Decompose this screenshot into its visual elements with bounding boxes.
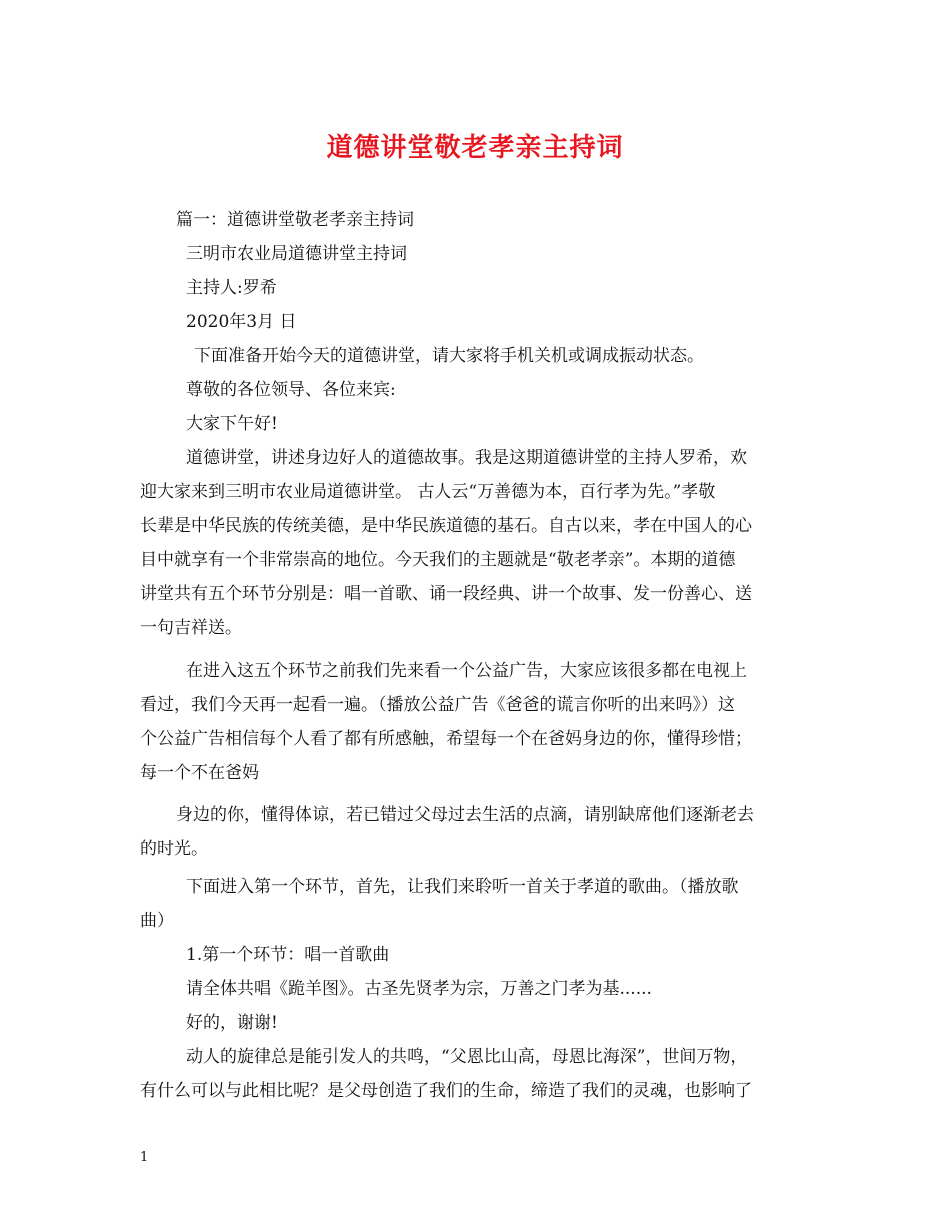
- body-line: 1.第一个环节：唱一首歌曲: [186, 945, 390, 965]
- body-line: 每一个不在爸妈: [140, 763, 259, 783]
- body-line: 2020年3月 日: [186, 312, 297, 332]
- page-number: 1: [140, 1150, 149, 1165]
- body-line: 下面准备开始今天的道德讲堂，请大家将手机关机或调成振动状态。: [194, 346, 704, 366]
- body-line: 三明市农业局道德讲堂主持词: [186, 244, 407, 264]
- body-line: 身边的你，懂得体谅，若已错过父母过去生活的点滴，请别缺席他们逐渐老去: [176, 805, 754, 825]
- body-line: 道德讲堂，讲述身边好人的道德故事。我是这期道德讲堂的主持人罗希，欢: [186, 448, 747, 468]
- body-line: 请全体共唱《跪羊图》。古圣先贤孝为宗，万善之门孝为基......: [186, 979, 652, 999]
- body-line: 曲）: [140, 911, 174, 931]
- body-line: 在进入这五个环节之前我们先来看一个公益广告，大家应该很多都在电视上: [186, 661, 747, 681]
- body-line: 一句吉祥送。: [140, 618, 242, 638]
- document-title: 道德讲堂敬老孝亲主持词: [326, 133, 624, 163]
- body-line: 个公益广告相信每个人看了都有所感触，希望每一个在爸妈身边的你，懂得珍惜；: [140, 729, 752, 749]
- body-line: 迎大家来到三明市农业局道德讲堂。 古人云“万善德为本，百行孝为先。”孝敬: [140, 482, 716, 502]
- body-line: 看过，我们今天再一起看一遍。（播放公益广告《爸爸的谎言你听的出来吗》）这: [140, 695, 735, 715]
- body-line: 尊敬的各位领导、各位来宾:: [186, 380, 396, 400]
- body-line: 目中就享有一个非常崇高的地位。今天我们的主题就是“敬老孝亲”。本期的道德: [140, 550, 736, 570]
- body-line: 好的，谢谢!: [186, 1013, 278, 1033]
- body-line: 主持人:罗希: [186, 278, 277, 298]
- body-line: 篇一：道德讲堂敬老孝亲主持词: [176, 210, 414, 230]
- body-line: 下面进入第一个环节，首先，让我们来聆听一首关于孝道的歌曲。（播放歌: [186, 877, 739, 897]
- body-line: 大家下午好!: [186, 414, 278, 434]
- body-line: 讲堂共有五个环节分别是：唱一首歌、诵一段经典、讲一个故事、发一份善心、送: [140, 584, 752, 604]
- body-line: 动人的旋律总是能引发人的共鸣，“父恩比山高，母恩比海深”，世间万物，: [186, 1047, 748, 1067]
- body-line: 有什么可以与此相比呢？是父母创造了我们的生命，缔造了我们的灵魂，也影响了: [140, 1081, 752, 1101]
- body-line: 长辈是中华民族的传统美德，是中华民族道德的基石。自古以来，孝在中国人的心: [140, 516, 752, 536]
- body-line: 的时光。: [140, 839, 208, 859]
